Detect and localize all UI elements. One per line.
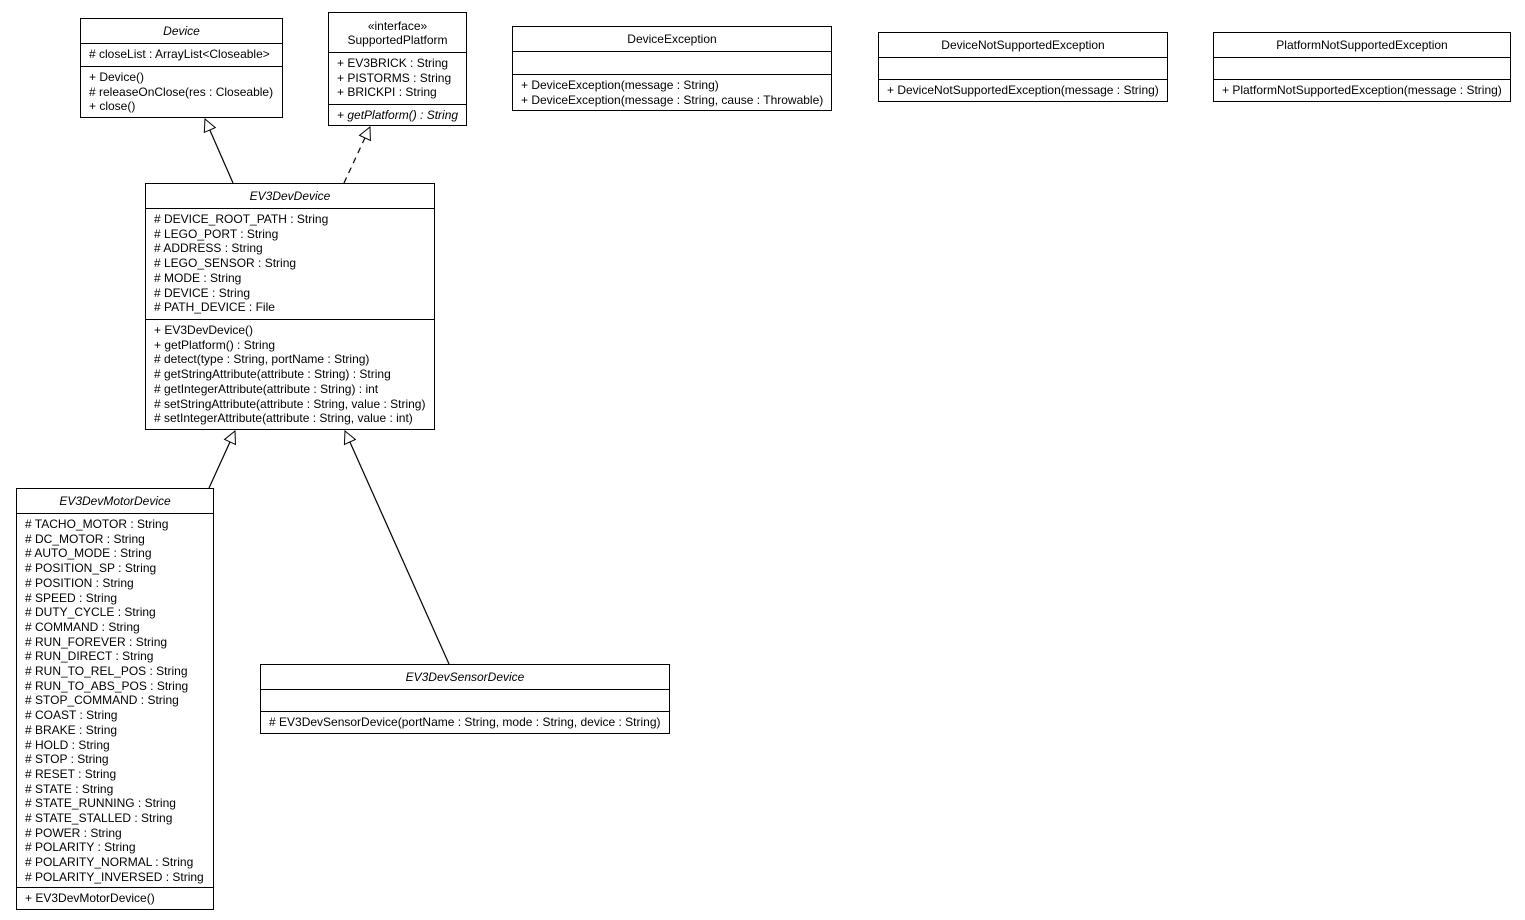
class-device-not-supported-exception-attributes [879, 58, 1167, 80]
class-device-exception-header [513, 27, 831, 52]
class-operation: + PlatformNotSupportedException(message : String) [1222, 83, 1502, 97]
class-attribute: # RUN_DIRECT : String [25, 649, 154, 664]
class-operation: # getStringAttribute(attribute : String) : String [154, 367, 391, 382]
class-attribute: # LEGO_PORT : String [154, 226, 279, 241]
generalization-sensordevice-to-ev3devdevice [345, 431, 449, 664]
class-ev3-dev-device-attributes [146, 209, 434, 320]
class-operation: # getIntegerAttribute(attribute : String) : int [154, 381, 379, 396]
class-attribute: # STATE_RUNNING : String [25, 796, 176, 811]
class-device-operations [81, 67, 282, 116]
class-operation: # releaseOnClose(res : Closeable) [89, 84, 274, 99]
class-attribute: # STOP : String [25, 752, 109, 767]
class-attribute: # DC_MOTOR : String [25, 531, 145, 546]
class-operation: + DeviceException(message : String) [521, 78, 719, 92]
class-device-not-supported-exception-header [879, 33, 1167, 58]
class-attribute: # SPEED : String [25, 590, 118, 605]
class-ev3-dev-sensor-device-name: EV3DevSensorDevice [405, 670, 525, 684]
class-operation: # setStringAttribute(attribute : String, value : String) [154, 396, 426, 411]
class-device-not-supported-exception-name: DeviceNotSupportedException [941, 38, 1105, 52]
class-attribute: # PATH_DEVICE : File [154, 300, 275, 315]
class-device-name: Device [163, 24, 200, 38]
class-attribute: # POSITION : String [25, 575, 134, 590]
class-attribute: # DEVICE : String [154, 285, 251, 300]
class-device-exception-attributes [513, 52, 831, 75]
class-attribute: # BRAKE : String [25, 722, 118, 737]
class-attribute: # DEVICE_ROOT_PATH : String [154, 212, 329, 226]
class-device-exception-operations [513, 75, 831, 109]
class-attribute: + BRICKPI : String [337, 85, 437, 100]
class-attribute: # COMMAND : String [25, 619, 140, 634]
class-ev3-dev-device-name: EV3DevDevice [249, 189, 331, 203]
generalization-ev3devdevice-to-device [205, 119, 233, 183]
class-ev3-dev-sensor-device-header [261, 665, 669, 690]
class-operation: + Device() [89, 70, 145, 84]
class-attribute: # RUN_TO_ABS_POS : String [25, 678, 189, 693]
interface-supported-platform-attributes [329, 53, 466, 105]
class-operation: + getPlatform() : String [154, 337, 276, 352]
class-device-not-supported-exception-operations [879, 80, 1167, 100]
class-ev3-dev-sensor-device-attributes [261, 690, 669, 712]
class-attribute: # LEGO_SENSOR : String [154, 256, 297, 271]
class-attribute: # RUN_FOREVER : String [25, 634, 168, 649]
class-platform-not-supported-exception-name: PlatformNotSupportedException [1276, 38, 1448, 52]
class-operation: + DeviceException(message : String, cause : Throwable) [521, 92, 824, 107]
class-attribute: # STOP_COMMAND : String [25, 693, 179, 708]
class-attribute: # POLARITY_NORMAL : String [25, 855, 194, 870]
class-operation: # detect(type : String, portName : String) [154, 352, 370, 367]
interface-supported-platform-operations [329, 105, 466, 125]
class-attribute: # TACHO_MOTOR : String [25, 517, 169, 531]
class-device-exception[interactable] [512, 26, 832, 111]
class-ev3-dev-sensor-device[interactable] [260, 664, 670, 734]
class-attribute: # MODE : String [154, 270, 242, 285]
class-attribute: + EV3BRICK : String [337, 56, 449, 70]
class-ev3-dev-device-header [146, 184, 434, 209]
class-operation: + getPlatform() : String [337, 108, 459, 122]
interface-supported-platform[interactable] [328, 12, 467, 126]
class-attribute: # DUTY_CYCLE : String [25, 605, 156, 620]
class-ev3-dev-device[interactable] [145, 183, 435, 430]
interface-stereotype: «interface» [367, 18, 428, 33]
class-operation: # EV3DevSensorDevice(portName : String, mode : String, device : String) [269, 715, 661, 729]
class-attribute: + PISTORMS : String [337, 70, 452, 85]
class-attribute: # STATE : String [25, 781, 114, 796]
class-platform-not-supported-exception-attributes [1214, 58, 1510, 80]
class-device-header [81, 19, 282, 44]
class-attribute: # POWER : String [25, 825, 122, 840]
class-operation: + close() [89, 99, 136, 114]
class-platform-not-supported-exception-operations [1214, 80, 1510, 100]
class-operation: + EV3DevDevice() [154, 323, 254, 337]
class-platform-not-supported-exception[interactable] [1213, 32, 1511, 102]
class-platform-not-supported-exception-header [1214, 33, 1510, 58]
class-attribute: # HOLD : String [25, 737, 110, 752]
class-attribute: # RUN_TO_REL_POS : String [25, 664, 188, 679]
interface-supported-platform-name: SupportedPlatform [347, 32, 448, 47]
class-attribute: # POLARITY_INVERSED : String [25, 869, 204, 884]
class-attribute: # POSITION_SP : String [25, 561, 157, 576]
class-operation: + EV3DevMotorDevice() [25, 891, 155, 905]
class-ev3-dev-device-operations [146, 320, 434, 428]
class-device-exception-name: DeviceException [627, 32, 717, 46]
class-attribute: # closeList : ArrayList<Closeable> [89, 47, 270, 61]
class-device-not-supported-exception[interactable] [878, 32, 1168, 102]
class-ev3-dev-motor-device[interactable] [16, 488, 214, 910]
class-attribute: # POLARITY : String [25, 840, 136, 855]
class-device[interactable] [80, 18, 283, 118]
class-attribute: # COAST : String [25, 708, 118, 723]
class-attribute: # STATE_STALLED : String [25, 811, 173, 826]
class-operation: # setIntegerAttribute(attribute : String, value : int) [154, 411, 413, 426]
generalization-motordevice-to-ev3devdevice [209, 431, 235, 488]
class-operation: + DeviceNotSupportedException(message : String) [887, 83, 1159, 97]
class-ev3-dev-motor-device-attributes [17, 514, 213, 888]
class-ev3-dev-sensor-device-operations [261, 712, 669, 732]
class-ev3-dev-motor-device-name: EV3DevMotorDevice [59, 494, 171, 508]
class-attribute: # AUTO_MODE : String [25, 546, 152, 561]
class-ev3-dev-motor-device-operations [17, 888, 213, 908]
class-attribute: # RESET : String [25, 766, 117, 781]
class-ev3-dev-motor-device-header [17, 489, 213, 514]
class-attribute: # ADDRESS : String [154, 241, 263, 256]
interface-supported-platform-header [329, 13, 466, 53]
realization-ev3devdevice-to-supportedplatform [344, 127, 370, 183]
class-device-attributes [81, 44, 282, 67]
